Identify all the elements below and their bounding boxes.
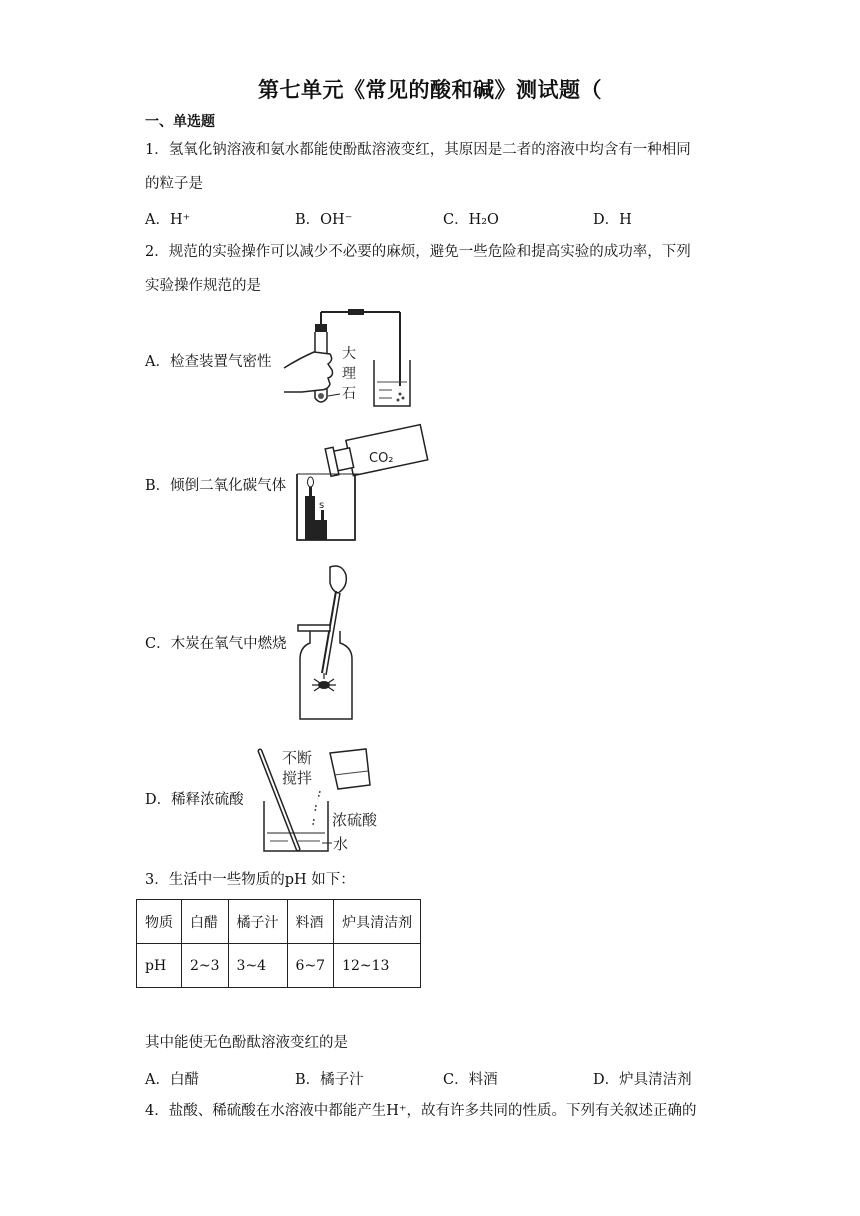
section-heading: 一、单选题	[145, 114, 215, 130]
q1-text-line1: 1．氢氧化钠溶液和氨水都能使酚酞溶液变红，其原因是二者的溶液中均含有一种相同	[145, 142, 691, 158]
q2-text-line1: 2．规范的实验操作可以减少不必要的麻烦，避免一些危险和提高实验的成功率，下列	[145, 244, 691, 260]
q3-option-c: C．料酒	[443, 1072, 498, 1088]
pour-co2-figure	[293, 424, 423, 542]
table-cell: 料酒	[287, 900, 334, 944]
q1-option-b: B．OH⁻	[295, 212, 353, 228]
q3-option-d: D．炉具清洁剂	[593, 1072, 692, 1088]
table-cell: 炉具清洁剂	[334, 900, 421, 944]
ph-table	[136, 899, 421, 988]
fig-a-label-3: 石	[342, 386, 356, 402]
table-row	[137, 944, 421, 988]
table-cell: 6~7	[287, 944, 334, 988]
table-cell: pH	[137, 944, 182, 988]
table-cell: 白醋	[182, 900, 229, 944]
table-cell: 橘子汁	[228, 900, 287, 944]
q2-option-c: C．木炭在氧气中燃烧	[145, 636, 287, 652]
q1-option-c: C．H₂O	[443, 212, 499, 228]
fig-a-label-2: 理	[342, 366, 356, 382]
table-cell: 2~3	[182, 944, 229, 988]
fig-b-label: CO₂	[369, 451, 394, 466]
q1-option-a: A．H⁺	[145, 212, 191, 228]
q3-text-line1: 3．生活中一些物质的pH 如下：	[145, 872, 355, 888]
charcoal-burning-figure	[296, 563, 356, 723]
fig-d-label-1: 不断	[282, 749, 313, 767]
q1-option-d: D．H	[593, 212, 632, 228]
q3-option-a: A．白醋	[145, 1072, 199, 1088]
fig-d-label-2: 搅拌	[282, 769, 313, 787]
table-cell: 3~4	[228, 944, 287, 988]
dilute-sulfuric-acid-figure	[258, 745, 388, 855]
q3-option-b: B．橘子汁	[295, 1072, 364, 1088]
page-title: 第七单元《常见的酸和碱》测试题（	[258, 78, 602, 102]
q1-text-line2: 的粒子是	[145, 176, 203, 192]
q2-text-line2: 实验操作规范的是	[145, 278, 261, 294]
fig-d-label-4: 水	[333, 835, 349, 853]
q2-option-b: B．倾倒二氧化碳气体	[145, 478, 287, 494]
svg-text:s: s	[319, 500, 325, 511]
airtightness-check-figure	[282, 306, 412, 410]
fig-d-label-3: 浓硫酸	[332, 811, 378, 829]
q4-text-line1: 4．盐酸、稀硫酸在水溶液中都能产生H⁺，故有许多共同的性质。下列有关叙述正确的	[145, 1103, 697, 1119]
table-cell: 物质	[137, 900, 182, 944]
table-row	[137, 900, 421, 944]
table-cell: 12~13	[334, 944, 421, 988]
q2-option-d: D．稀释浓硫酸	[145, 792, 244, 808]
fig-a-label-1: 大	[342, 346, 356, 362]
q2-option-a: A．检查装置气密性	[145, 354, 272, 370]
q3-text-line2: 其中能使无色酚酞溶液变红的是	[145, 1035, 348, 1051]
